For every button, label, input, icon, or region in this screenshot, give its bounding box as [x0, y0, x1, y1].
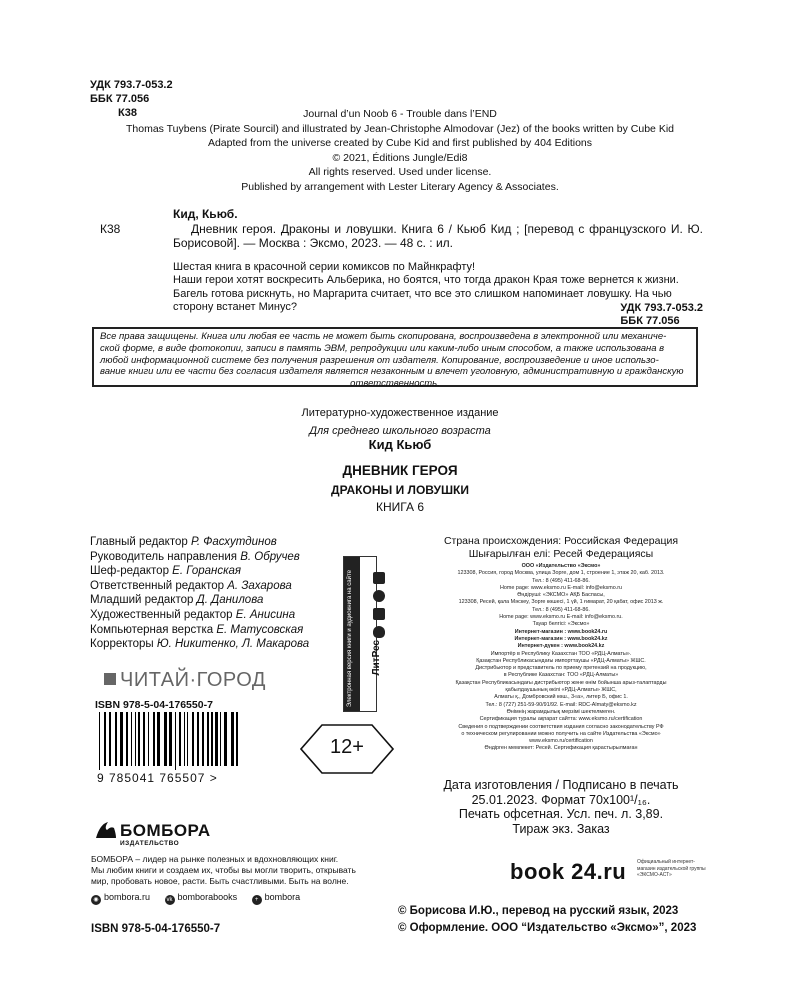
staff-name: Р. Фасхутдинов: [190, 536, 277, 548]
staff-name: Д. Данилова: [196, 594, 264, 607]
print-line: Печать офсетная. Усл. печ. л. 3,89.: [458, 807, 664, 821]
annotation-line: Наши герои хотят воскресить Альберика, но боятся, что тогда дракон Края тоже вернется к жизни. Багель готова рискнуть, но Маргарита считает, что все это слишком напоминает ловушку. На чью сторону встанет Минус?: [173, 274, 679, 313]
barcode-bar: [197, 712, 199, 766]
publisher-line: Дистрибьютор и представитель по приему претензий на продукцию,: [475, 665, 647, 672]
staff-name: Ю. Никитенко, Л. Макарова: [156, 638, 310, 651]
staff-row: [90, 637, 309, 652]
publisher-line: Интернет-магазин : www.book24.ru: [514, 628, 608, 635]
publisher-line: Home page: www.eksmo.ru E-mail: info@eksmo.ru.: [499, 614, 623, 621]
barcode-bar: [164, 712, 167, 766]
catalog-udk: [620, 302, 703, 328]
barcode-number: 9 785041 765507 >: [97, 771, 218, 785]
publisher-line: Home page: www.eksmo.ru E-mail: info@eksmo.ru: [499, 584, 622, 591]
barcode-bar: [99, 712, 100, 770]
barcode-bar: [184, 712, 185, 766]
barcode-bar: [148, 712, 149, 766]
copyright-line: © Борисова И.Ю., перевод на русский язык, 2023: [398, 905, 679, 917]
barcode-bar: [120, 712, 123, 766]
rights-line: вание книги или ее части без согласия издателя является незаконным и влечет уголовную, административную и гражданскую: [100, 366, 684, 378]
origin-line: Шығарылған елі: Ресей Федерациясы: [468, 548, 654, 560]
barcode-isbn: ISBN 978-5-04-176550-7: [95, 699, 213, 711]
rights-line: Все права защищены. Книга или любая ее часть не может быть скопирована, воспроизведена в электронной или механиче-: [100, 331, 667, 342]
book-author: Кид Кьюб: [368, 437, 432, 452]
chitai-gorod-logo: [104, 669, 266, 692]
credits-line: All rights reserved. Used under license.: [308, 166, 492, 178]
bombora-wave-icon: [94, 818, 118, 842]
catalog-description: Дневник героя. Драконы и ловушки. Книга 6 / Кьюб Кид ; [перевод с французского И. Ю. Борисовой]. — Москва : Эксмо, 2023. — 48 с. : ил.: [173, 221, 703, 250]
staff-role: Компьютерная верстка: [90, 623, 214, 636]
barcode-bar: [192, 712, 194, 766]
barcode-bar: [236, 712, 238, 766]
barcode-bar: [131, 712, 132, 766]
bombora-desc-line: БОМБОРА – лидер на рынке полезных и вдохновляющих книг.: [91, 854, 339, 864]
publisher-line: Интернет-дүкен : www.book24.kz: [517, 643, 605, 650]
publisher-line: ООО «Издательство «Эксмо»: [521, 563, 601, 569]
origin-block: [420, 535, 702, 561]
staff-name: Е. Матусовская: [216, 623, 304, 636]
staff-role: Руководитель направления: [90, 550, 238, 563]
social-link-site[interactable]: [91, 892, 150, 902]
bombora-name: БОМБОРА: [120, 821, 211, 840]
barcode-bar: [138, 712, 140, 766]
publisher-line: Тауар белгісі: «Эксмо»: [532, 621, 590, 628]
bombora-subtitle: ИЗДАТЕЛЬСТВО: [120, 840, 180, 847]
staff-role: Художественный редактор: [90, 608, 233, 621]
staff-role: Главный редактор: [90, 536, 188, 548]
windows-icon: [373, 572, 385, 584]
barcode-bar: [220, 712, 221, 766]
social-label: bombora.ru: [104, 892, 151, 902]
staff-row: [90, 579, 309, 594]
publisher-line: Өндірген мемлекет: Ресей. Сертификация қарастырылмаған: [484, 745, 638, 752]
staff-list: [90, 535, 309, 652]
staff-role: Шеф-редактор: [90, 565, 169, 578]
social-link-vk[interactable]: [165, 892, 238, 902]
credits-line: Thomas Tuybens (Pirate Sourcil) and illustrated by Jean-Christophe Almodovar (Jez) of the books written by Cube Kid: [125, 122, 674, 135]
globe-icon: ◉: [91, 895, 101, 905]
print-line: Дата изготовления / Подписано в печать: [443, 778, 679, 792]
social-label: bomborabooks: [177, 892, 238, 902]
udk-code: УДК 793.7-053.2: [90, 79, 173, 91]
plus-icon: +: [252, 895, 262, 905]
publisher-line: Импортёр в Республику Казахстан ТОО «РДЦ-Алматы».: [490, 650, 632, 657]
publisher-line: www.eksmo.ru/certification: [529, 738, 593, 745]
strip-text: Электронная версия книги и аудиокнига на сайте: [347, 569, 353, 707]
bbk-code: ББК 77.056: [90, 93, 150, 105]
barcode-bar: [231, 712, 234, 766]
credits-line: © 2021, Éditions Jungle/Edi8: [332, 151, 468, 164]
barcode-bar: [104, 712, 106, 766]
annotation-line: Шестая книга в красочной серии комиксов по Майнкрафту!: [173, 260, 476, 273]
age-group-label: Для среднего школьного возраста: [309, 425, 491, 437]
store-icons: [373, 572, 389, 644]
barcode-bar: [109, 712, 111, 766]
publisher-line: Өнімнің жарамдылық мерзімі шектелмеген.: [506, 708, 616, 715]
original-title: Journal d’un Noob 6 - Trouble dans l’END: [303, 108, 497, 120]
publisher-line: Сертификация туралы ақпарат сайтта: www.eksmo.ru/certification: [479, 716, 643, 723]
copyright-line: © Оформление. ООО “Издательство «Эксмо»”, 2023: [398, 922, 697, 934]
social-link-plus[interactable]: [252, 892, 301, 902]
publisher-line: Өндіруші: «ЭКСМО» АҚБ Баспасы,: [517, 592, 605, 599]
staff-row: [90, 593, 309, 608]
credits-line: Adapted from the universe created by Cube Kid and first published by 404 Editions: [207, 137, 593, 149]
staff-row: [90, 608, 309, 623]
print-line: Тираж экз. Заказ: [512, 821, 610, 836]
staff-role: Ответственный редактор: [90, 579, 225, 592]
publisher-line: Интернет-магазин : www.book24.kz: [514, 635, 608, 642]
chitai-gorod-label: ЧИТАЙ·ГОРОД: [120, 669, 266, 691]
book24-note: Официальный интернет-магазин издательской группы «ЭКСМО-АСТ»: [637, 859, 706, 878]
barcode-bar: [175, 712, 176, 770]
age-rating: 12+: [330, 736, 364, 758]
book-title: ДНЕВНИК ГЕРОЯ: [342, 463, 458, 478]
barcode-bar: [179, 712, 181, 766]
catalog-udk-code: УДК 793.7-053.2: [620, 302, 703, 314]
catalog-card: [173, 207, 703, 315]
catalog-bbk-code: ББК 77.056: [620, 315, 680, 327]
barcode: [97, 712, 241, 770]
barcode-bar: [187, 712, 188, 766]
print-info: [420, 778, 702, 836]
barcode-bar: [207, 712, 209, 766]
vk-icon: vk: [166, 897, 173, 903]
ios-icon: [373, 608, 385, 620]
social-links: [91, 892, 312, 905]
publisher-line: 123308, Россия, город Москва, улица Зорге, дом 1, строение 1, этаж 20, каб. 2013.: [457, 570, 665, 577]
origin-line: Страна происхождения: Российская Федерация: [443, 535, 679, 547]
rights-line: любой информационной системе без получения разрешения от издателя. Копирование, воспроизведение и иное использо-: [100, 354, 659, 366]
staff-row: [90, 623, 309, 638]
book24-logo: book 24.ru: [510, 859, 627, 884]
isbn-footer: ISBN 978-5-04-176550-7: [91, 923, 221, 935]
author-mark: К38: [118, 107, 137, 119]
copyright-block: [398, 903, 696, 937]
publisher-line: в Республике Казахстан: ТОО «РДЦ-Алматы»: [503, 672, 619, 679]
barcode-bar: [157, 712, 160, 766]
staff-name: Е. Горанская: [172, 565, 242, 578]
staff-name: А. Захарова: [227, 579, 292, 592]
bombora-desc-line: Мы любим книги и создаем их, чтобы вы могли творить, открывать: [91, 865, 356, 875]
barcode-bar: [169, 712, 172, 766]
staff-role: Корректоры: [90, 638, 154, 651]
original-credits: [90, 107, 710, 194]
apple-icon: [373, 626, 385, 638]
litres-logo: ЛитРес: [371, 640, 382, 676]
barcode-bar: [115, 712, 117, 766]
publisher-line: қабылдаушының өкілі «РДЦ-Алматы» ЖШС,: [505, 687, 617, 694]
print-line: 25.01.2023. Формат 70x100¹/₁₆.: [471, 792, 651, 807]
chitai-gorod-icon: [104, 673, 116, 685]
publisher-line: Тел.: 8 (727) 251-59-90/91/92. E-mail: RDC-Almaty@eksmo.kz: [485, 701, 637, 708]
barcode-bar: [224, 712, 227, 766]
catalog-author: Кид, Кьюб.: [173, 207, 238, 221]
rights-line: ской форме, в виде фотокопии, записи в память ЭВМ, репродукции или каким-либо иным способом, а также использована в: [100, 342, 665, 354]
staff-role: Младший редактор: [90, 594, 194, 607]
publisher-line: Қазақстан Республикасындағы импорттаушы «РДЦ-Алматы» ЖШС.: [476, 657, 646, 664]
staff-name: В. Обручев: [240, 550, 300, 563]
publisher-line: о техническом регулировании можно получить на сайте Издательства «Эксмо»: [461, 730, 661, 737]
barcode-bar: [135, 712, 136, 766]
genre-label: Литературно-художественное издание: [301, 407, 499, 419]
bombora-desc-line: мир, пробовать новое, расти. Быть счастливыми. Быть на волне.: [91, 876, 349, 886]
publisher-line: 123308, Ресей, қала Мәскеу, Зорге көшесі, 1 үй, 1 ғимарат, 20 қабат, офис 2013 ж.: [458, 599, 664, 606]
catalog-code: К38: [100, 222, 121, 236]
barcode-bar: [202, 712, 204, 766]
staff-row: [90, 550, 309, 565]
ebook-strip: [343, 556, 377, 712]
rights-notice: [92, 327, 698, 390]
barcode-bar: [215, 712, 218, 766]
publisher-line: Сведения о подтверждении соответствия издания согласно законодательству РФ: [458, 723, 664, 730]
barcode-bar: [143, 712, 145, 766]
publisher-line: Тел.: 8 (495) 411-68-86.: [532, 606, 590, 613]
social-label: bombora: [264, 892, 301, 902]
barcode-bar: [126, 712, 128, 766]
bombora-description: [91, 854, 391, 887]
publisher-line: Алматы қ., Домбровский көш., 3«а», литер Б, офис 1.: [494, 694, 628, 701]
credits-line: Published by arrangement with Lester Literary Agency & Associates.: [241, 180, 559, 193]
strip-dark-band: [344, 557, 360, 711]
barcode-bar: [211, 712, 213, 766]
barcode-bar: [153, 712, 155, 766]
android-icon: [373, 590, 385, 602]
rights-line: ответственность.: [350, 378, 440, 390]
genre-block: [0, 404, 800, 440]
publisher-line: Тел.: 8 (495) 411-68-86.: [532, 577, 590, 584]
publisher-details: [420, 563, 702, 753]
book-subtitle: ДРАКОНЫ И ЛОВУШКИ: [331, 483, 469, 497]
book-number: КНИГА 6: [376, 500, 424, 514]
staff-name: Е. Анисина: [235, 608, 296, 621]
staff-row: [90, 535, 309, 550]
staff-row: [90, 564, 309, 579]
publisher-line: Қазақстан Республикасындағы дистрибьютор және өнім бойынша арыз-талаптарды: [455, 679, 667, 686]
